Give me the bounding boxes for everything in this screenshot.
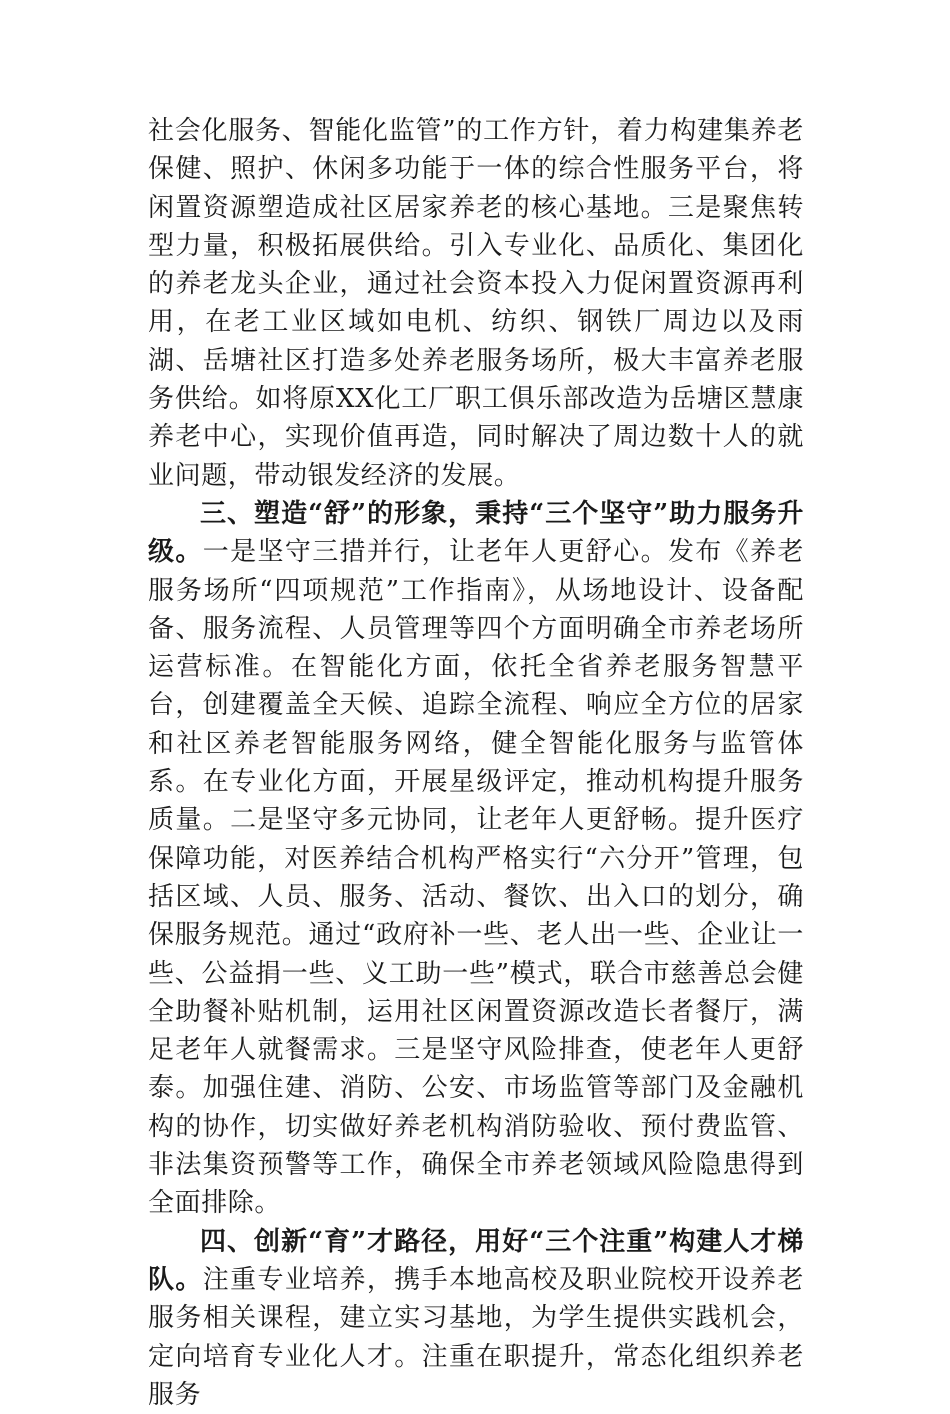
section-heading: 三、塑造“舒”的形象，秉持“三个坚守”助力服务升级。 (148, 498, 804, 568)
paragraph-text: 注重专业培养，携手本地高校及职业院校开设养老服务相关课程，建立实习基地，为学生提供实践机会，定向培育专业化人才。注重在职提升，常态化组织养老服务 (148, 1264, 804, 1410)
paragraph-text: 社会化服务、智能化监管”的工作方针，着力构建集养老保健、照护、休闲多功能于一体的综合性服务平台，将闲置资源塑造成社区居家养老的核心基地。三是聚焦转型力量，积极拓展供给。引入专业化、品质化、集团化的养老龙头企业，通过社会资本投入力促闲置资源再利用，在老工业区域如电机、纺织、钢铁厂周边以及雨湖、岳塘社区打造多处养老服务场所，极大丰富养老服务供给。如将原XX化工厂职工俱乐部改造为岳塘区慧康养老中心，实现价值再造，同时解决了周边数十人的就业问题，带动银发经济的发展。 (148, 116, 804, 491)
document-body (148, 112, 804, 1414)
section-heading: 四、创新“育”才路径，用好“三个注重”构建人才梯队。 (148, 1226, 804, 1295)
paragraph-continuation (148, 112, 804, 495)
paragraph-text: 一是坚守三措并行，让老年人更舒心。发布《养老服务场所“四项规范”工作指南》，从场地设计、设备配备、服务流程、人员管理等四个方面明确全市养老场所运营标准。在智能化方面，依托全省养老服务智慧平台，创建覆盖全天候、追踪全流程、响应全方位的居家和社区养老智能服务网络，健全智能化服务与监管体系。在专业化方面，开展星级评定，推动机构提升服务质量。二是坚守多元协同，让老年人更舒畅。提升医疗保障功能，对医养结合机构严格实行“六分开”管理，包括区域、人员、服务、活动、餐饮、出入口的划分，确保服务规范。通过“政府补一些、老人出一些、企业让一些、公益捐一些、义工助一些”模式，联合市慈善总会健全助餐补贴机制，运用社区闲置资源改造长者餐厅，满足老年人就餐需求。三是坚守风险排查，使老年人更舒泰。加强住建、消防、公安、市场监管等部门及金融机构的协作，切实做好养老机构消防验收、预付费监管、非法集资预警等工作，确保全市养老领域风险隐患得到全面排除。 (148, 537, 804, 1219)
paragraph-section-three (148, 495, 804, 1223)
paragraph-section-four (148, 1223, 804, 1414)
